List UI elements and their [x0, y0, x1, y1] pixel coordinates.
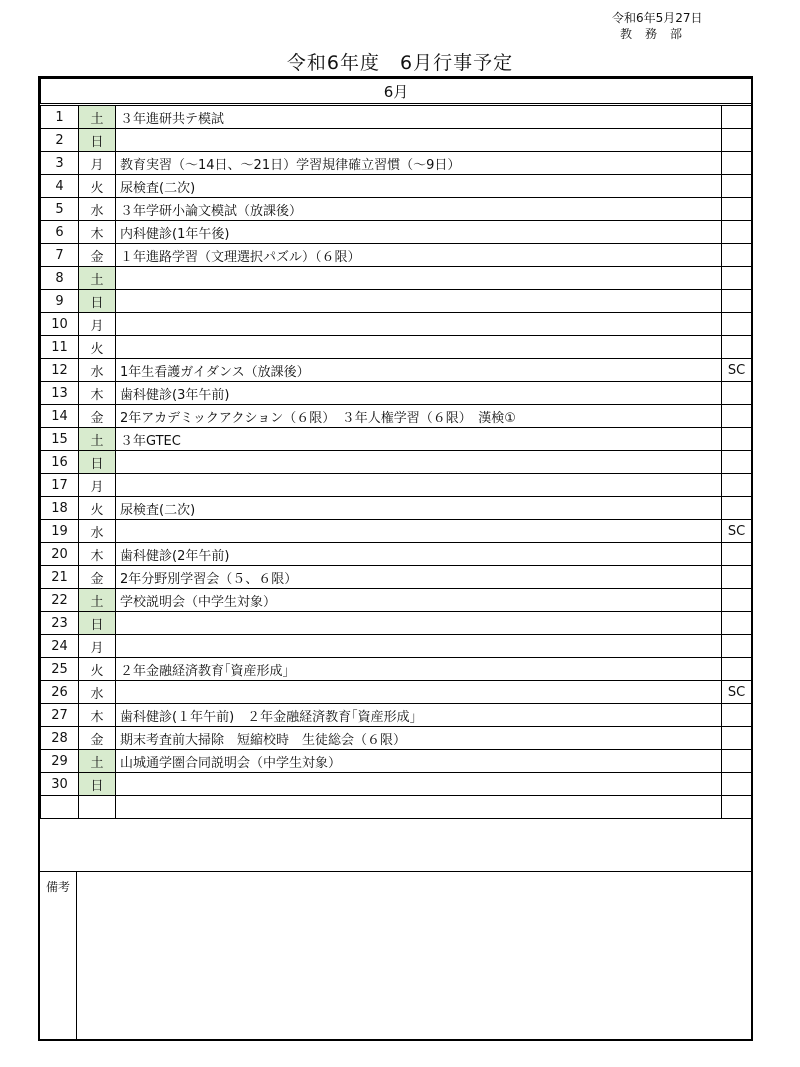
note-cell [722, 382, 752, 405]
day-cell: 25 [41, 658, 79, 681]
event-cell [116, 290, 722, 313]
day-cell: 16 [41, 451, 79, 474]
note-cell [722, 612, 752, 635]
event-cell [116, 474, 722, 497]
table-row [41, 474, 752, 497]
day-cell: 22 [41, 589, 79, 612]
table-row [41, 681, 752, 704]
issue-date: 令和6年5月27日 [612, 11, 703, 25]
table-row [41, 451, 752, 474]
note-cell [722, 267, 752, 290]
day-cell [41, 796, 79, 819]
day-cell: 4 [41, 175, 79, 198]
day-cell: 7 [41, 244, 79, 267]
table-row [41, 428, 752, 451]
day-cell: 5 [41, 198, 79, 221]
note-cell: SC [722, 359, 752, 382]
note-cell [722, 451, 752, 474]
note-cell [722, 658, 752, 681]
event-cell [116, 796, 722, 819]
day-cell: 8 [41, 267, 79, 290]
weekday-cell: 土 [79, 267, 116, 290]
event-cell: 山城通学圏合同説明会（中学生対象） [116, 750, 722, 773]
table-row [41, 750, 752, 773]
weekday-cell: 水 [79, 520, 116, 543]
weekday-cell: 土 [79, 105, 116, 129]
note-cell [722, 152, 752, 175]
weekday-cell: 金 [79, 566, 116, 589]
event-cell: ３年進研共テ模試 [116, 105, 722, 129]
day-cell: 20 [41, 543, 79, 566]
event-cell: 期末考査前大掃除 短縮校時 生徒総会（６限） [116, 727, 722, 750]
weekday-cell: 火 [79, 497, 116, 520]
weekday-cell: 日 [79, 451, 116, 474]
day-cell: 14 [41, 405, 79, 428]
table-row [41, 382, 752, 405]
event-cell: 学校説明会（中学生対象） [116, 589, 722, 612]
table-row [41, 267, 752, 290]
note-cell: SC [722, 681, 752, 704]
weekday-cell: 水 [79, 681, 116, 704]
weekday-cell: 水 [79, 198, 116, 221]
event-cell [116, 336, 722, 359]
event-cell [116, 635, 722, 658]
table-row [41, 244, 752, 267]
weekday-cell: 木 [79, 704, 116, 727]
event-cell: 内科健診(1年午後) [116, 221, 722, 244]
day-cell: 6 [41, 221, 79, 244]
note-cell [722, 405, 752, 428]
day-cell: 30 [41, 773, 79, 796]
day-cell: 24 [41, 635, 79, 658]
table-row [41, 336, 752, 359]
schedule-table [40, 78, 752, 819]
day-cell: 21 [41, 566, 79, 589]
table-row [41, 796, 752, 819]
notes-label: 備考 [40, 872, 77, 1040]
note-cell [722, 175, 752, 198]
table-row [41, 704, 752, 727]
weekday-cell: 火 [79, 336, 116, 359]
weekday-cell: 木 [79, 543, 116, 566]
table-row [41, 198, 752, 221]
note-cell [722, 105, 752, 129]
day-cell: 10 [41, 313, 79, 336]
event-cell [116, 129, 722, 152]
note-cell [722, 635, 752, 658]
note-cell [722, 198, 752, 221]
day-cell: 15 [41, 428, 79, 451]
day-cell: 1 [41, 105, 79, 129]
table-row [41, 589, 752, 612]
weekday-cell [79, 796, 116, 819]
day-cell: 29 [41, 750, 79, 773]
event-cell [116, 451, 722, 474]
table-row [41, 635, 752, 658]
weekday-cell: 火 [79, 175, 116, 198]
note-cell [722, 428, 752, 451]
day-cell: 18 [41, 497, 79, 520]
page-title: 令和6年度 6月行事予定 [286, 52, 514, 74]
note-cell [722, 336, 752, 359]
note-cell [722, 474, 752, 497]
event-cell: ２年金融経済教育｢資産形成｣ [116, 658, 722, 681]
note-cell [722, 796, 752, 819]
weekday-cell: 月 [79, 635, 116, 658]
weekday-cell: 水 [79, 359, 116, 382]
note-cell: SC [722, 520, 752, 543]
table-row [41, 543, 752, 566]
day-cell: 13 [41, 382, 79, 405]
day-cell: 27 [41, 704, 79, 727]
table-row [41, 497, 752, 520]
day-cell: 19 [41, 520, 79, 543]
weekday-cell: 月 [79, 152, 116, 175]
day-cell: 12 [41, 359, 79, 382]
note-cell [722, 727, 752, 750]
table-row [41, 152, 752, 175]
event-cell [116, 313, 722, 336]
event-cell: 2年アカデミックアクション（６限） ３年人権学習（６限） 漢検① [116, 405, 722, 428]
table-row [41, 105, 752, 129]
day-cell: 23 [41, 612, 79, 635]
note-cell [722, 704, 752, 727]
table-row [41, 520, 752, 543]
table-row [41, 773, 752, 796]
weekday-cell: 日 [79, 612, 116, 635]
table-row [41, 566, 752, 589]
issue-info [600, 10, 740, 42]
note-cell [722, 497, 752, 520]
event-cell: 歯科健診(１年午前) ２年金融経済教育｢資産形成｣ [116, 704, 722, 727]
weekday-cell: 日 [79, 773, 116, 796]
weekday-cell: 日 [79, 129, 116, 152]
event-cell: 2年分野別学習会（５、６限） [116, 566, 722, 589]
weekday-cell: 月 [79, 313, 116, 336]
event-cell [116, 267, 722, 290]
day-cell: 9 [41, 290, 79, 313]
event-cell: 歯科健診(2年午前) [116, 543, 722, 566]
note-cell [722, 221, 752, 244]
weekday-cell: 金 [79, 405, 116, 428]
event-cell: ３年GTEC [116, 428, 722, 451]
table-row [41, 129, 752, 152]
table-row [41, 313, 752, 336]
weekday-cell: 土 [79, 589, 116, 612]
note-cell [722, 290, 752, 313]
event-cell: 歯科健診(3年午前) [116, 382, 722, 405]
weekday-cell: 火 [79, 658, 116, 681]
weekday-cell: 土 [79, 750, 116, 773]
weekday-cell: 木 [79, 221, 116, 244]
event-cell: 尿検査(二次) [116, 175, 722, 198]
weekday-cell: 月 [79, 474, 116, 497]
event-cell [116, 612, 722, 635]
schedule-sheet [38, 76, 753, 1041]
month-label: 6月 [41, 79, 752, 105]
note-cell [722, 773, 752, 796]
day-cell: 2 [41, 129, 79, 152]
day-cell: 26 [41, 681, 79, 704]
table-row [41, 405, 752, 428]
event-cell: ３年学研小論文模試（放課後） [116, 198, 722, 221]
table-row [41, 290, 752, 313]
notes-section [40, 871, 751, 1040]
table-row [41, 359, 752, 382]
event-cell [116, 773, 722, 796]
note-cell [722, 566, 752, 589]
note-cell [722, 589, 752, 612]
note-cell [722, 313, 752, 336]
event-cell: 尿検査(二次) [116, 497, 722, 520]
table-row [41, 658, 752, 681]
note-cell [722, 543, 752, 566]
day-cell: 3 [41, 152, 79, 175]
table-row [41, 175, 752, 198]
event-cell: 教育実習（～14日、～21日）学習規律確立習慣（～9日） [116, 152, 722, 175]
weekday-cell: 土 [79, 428, 116, 451]
month-header-row [41, 79, 752, 105]
day-cell: 28 [41, 727, 79, 750]
note-cell [722, 129, 752, 152]
weekday-cell: 金 [79, 727, 116, 750]
weekday-cell: 金 [79, 244, 116, 267]
weekday-cell: 日 [79, 290, 116, 313]
note-cell [722, 750, 752, 773]
day-cell: 17 [41, 474, 79, 497]
event-cell [116, 520, 722, 543]
department: 教務部 [620, 27, 696, 41]
event-cell [116, 681, 722, 704]
table-row [41, 727, 752, 750]
event-cell: １年進路学習（文理選択パズル）（６限） [116, 244, 722, 267]
note-cell [722, 244, 752, 267]
day-cell: 11 [41, 336, 79, 359]
event-cell: 1年生看護ガイダンス（放課後） [116, 359, 722, 382]
table-row [41, 612, 752, 635]
table-row [41, 221, 752, 244]
weekday-cell: 木 [79, 382, 116, 405]
